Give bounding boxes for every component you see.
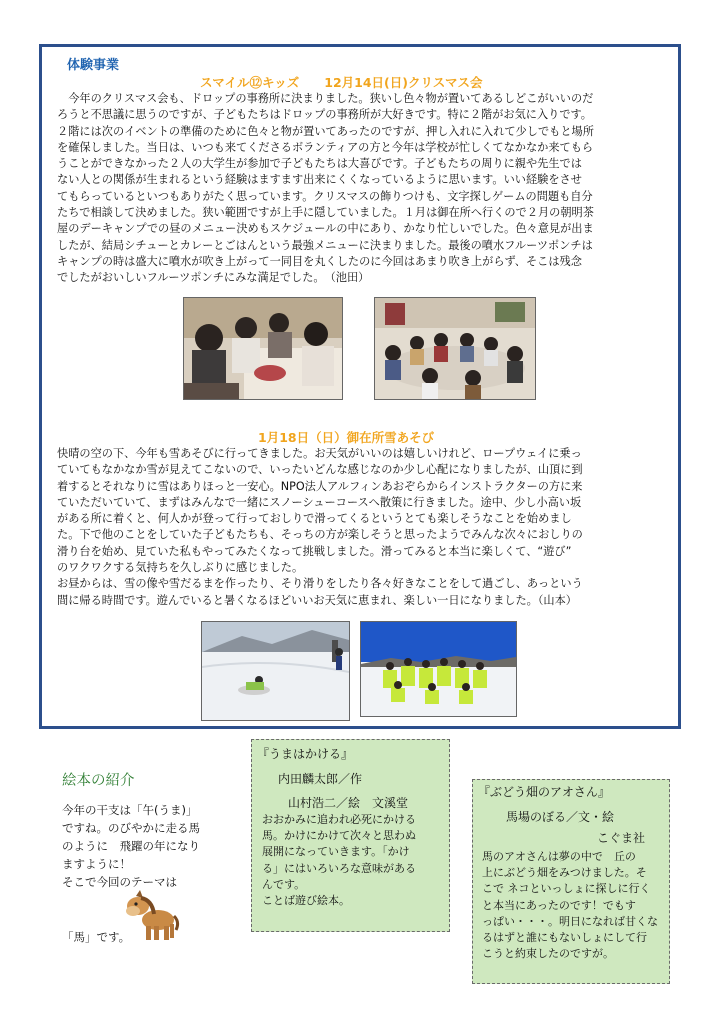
book2-description (482, 849, 662, 962)
text-line: ていてもなかなか雪が見えてこないので、いったいどんな感じなのか少し心配になりましたが、山頂に到 (57, 463, 583, 477)
book1-description (262, 812, 442, 909)
text-line: したが、結局シチューとカレーとごはんという最強メニューに決まりました。最後の噴水フルーツポンチは (57, 238, 593, 252)
text-line: おおかみに追われ必死にかける (262, 813, 416, 826)
text-line: ことば遊び絵本。 (262, 894, 350, 908)
text-line: こうと約束したのですが。 (482, 947, 614, 961)
text-line: るはずと誰にもないしょにして行 (482, 931, 647, 945)
event2-body (57, 446, 669, 609)
text-line: っぱい・・・。明日になれば甘くな (482, 914, 658, 928)
text-line: 馬のアオさんは夢の中で 丘の (482, 850, 636, 863)
book1-title: 『うまはかける』 (257, 747, 354, 761)
text-line: 上にぶどう畑をみつけました。そ (482, 866, 647, 880)
text-line: 馬。かけにかけて次々と思わぬ (262, 829, 416, 843)
text-line: でしたがおいしいフルーツポンチにみな満足でした。 （池田） (57, 271, 370, 285)
book2-publisher: こぐま社 (597, 831, 646, 845)
event1-body (57, 91, 669, 287)
text-line: 着するとそれなりに雪はありほっと一安心。NPO法人アルフィンあおぞらからインストラクターの方に来 (57, 479, 583, 493)
text-line: ますように！ (62, 857, 131, 871)
snow-photo-1 (201, 621, 350, 721)
book2-title: 『ぶどう畑のアオさん』 (478, 785, 610, 799)
book2-author: 馬場のぼる／文・絵 (506, 810, 615, 824)
text-line: こで ネコといっしょに探しに行く (482, 882, 651, 896)
text-line: んです。 (262, 877, 306, 891)
text-line: ていただいていて、まずはみんなで一緒にスノーシューコースへ散策に行きました。途中、少し小高い坂 (57, 495, 582, 509)
text-line: 展開になっていきます。「かけ (262, 845, 410, 859)
text-line: 快晴の空の下、今年も雪あそびに行ってきました。お天気がいいのは嬉しいけれど、ロープウェイに乗っ (57, 447, 582, 460)
text-line: そこで今回のテーマは (62, 875, 177, 889)
text-line: たちで相談して決めました。狭い範囲ですが上手に隠していました。１月は御在所へ行くので２月の朝明茶 (57, 206, 594, 220)
text-line: うことができなかった２人の大学生が参加で子どもたちは大喜びです。子どもたちの周りに親や先生では (57, 157, 582, 171)
text-line: ない人との関係が生まれるという経験はますます出来にくくなっているように思います。いい経験をさせ (57, 173, 582, 187)
text-line: がある所に着くと、何人かが登って行っておしりで滑ってくるというとても楽しそうなことを始めまし (57, 512, 572, 526)
book1-illustrator: 山村浩二／絵 文溪堂 (288, 796, 409, 810)
text-line: のワクワクする気持ちを久しぶりに感じました。 (57, 561, 304, 575)
event2-title: 1月18日（日）御在所雪あそび (258, 430, 435, 445)
text-line: てもらっているといつもありがたく思っています。クリスマスの飾りつけも、文字探しゲームの問題も自分 (57, 189, 593, 203)
event1-title: スマイル⑫キッズ 12月14日(日)クリスマス会 (200, 75, 483, 90)
snow-photo-2 (360, 621, 517, 717)
section-title: 体験事業 (67, 58, 120, 73)
text-line: キャンプの時は盛大に噴水が吹き上がって一同目を丸くしたのに今回はあまり吹き上がらず、そこは残念 (57, 254, 582, 268)
text-line: ろうと不思議に思うのですが、子どもたちはドロップの事務所が大好きです。特に２階がお気に入りです。 (57, 108, 592, 122)
picture-book-intro-text (62, 801, 230, 891)
text-line: 今年のクリスマス会も、ドロップの事務所に決まりました。狭いし色々物が置いてあるしどこがいいのだ (57, 92, 594, 105)
text-line: と本当にあったのです！でもす (482, 898, 636, 912)
text-line: ２階には次のイベントの準備のために色々と物が置いてあったのですが、押し入れに入れて少しでもと場所 (57, 124, 594, 138)
text-line: 間に帰る時間です。遊んでいると暑くなるほどいいお天気に恵まれ、楽しい一日になりました。（山本） (57, 593, 577, 607)
picture-book-intro-title: 絵本の紹介 (62, 773, 135, 789)
christmas-photo-2 (374, 297, 536, 400)
text-line: お昼からは、雪の像や雪だるまを作ったり、そり滑りをしたり各々好きなことをして過ごし、あっという (57, 577, 583, 591)
book1-author: 内田麟太郎／作 (278, 772, 363, 786)
christmas-photo-1 (183, 297, 343, 400)
text-line: る」にはいろいろな意味がある (262, 861, 416, 875)
text-line: 屋のデーキャンプでの昼のメニュー決めもスケジュールの中にあり、かなり忙しいでした。色々意見が出ま (57, 222, 594, 236)
text-line: のように 飛躍の年になり (62, 839, 200, 853)
horse-illustration (124, 890, 180, 944)
text-line: ですね。のびやかに走る馬 (62, 821, 200, 835)
text-line: 今年の干支は「午(うま)」 (62, 803, 198, 817)
picture-book-theme: 「馬」です。 (62, 930, 131, 944)
text-line: た。下で他のことをしていた子どもたちも、そっちの方が楽しそうと思ったようでみんな次々におしりの (57, 528, 583, 542)
text-line: 滑り台を始め、見ていた私もやってみたくなって挑戦しました。滑ってみると本当に楽しくて、“遊び” (57, 544, 572, 558)
text-line: を確保しました。当日は、いつも来てくださるボランティアの方と今年は学校が忙しくてなかなか来てもら (57, 140, 594, 154)
